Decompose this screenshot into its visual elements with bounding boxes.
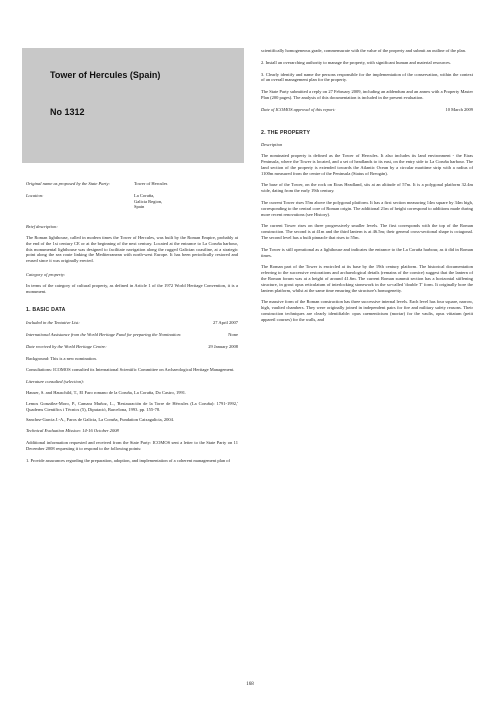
property-title: Tower of Hercules (Spain) xyxy=(50,70,161,80)
description-heading: Description xyxy=(261,142,283,148)
category-heading: Category of property: xyxy=(26,271,66,277)
assistance-value: None xyxy=(228,331,238,337)
description-para: The massive form of the Roman construction has three successive internal levels. Each level has four square, narrow, high, vaulted chambers. They were originally joined in independent pairs for fire and military safety reasons. Their construction techniques are clearly identifiable: opus caementicium (mortar) for the vaults, opus vittatum (petit appareil courses) for the walls, and xyxy=(261,299,473,322)
literature-item: Lemos González-Moro, P., Camara Muñoz, L., 'Restauración de la Torre de Hércules (La Coruña): 1791-1992,' Quaderns Científics i Tècnics (5), Diputació, Barcelona, 1993. pp. 155-78. xyxy=(26,400,238,412)
property-heading: 2. THE PROPERTY xyxy=(261,129,311,136)
location-line: La Coruña, xyxy=(134,192,155,198)
description-para: The current Tower rises 55m above the polygonal platform. It has a first section measuring 14m square by 34m high, corresponding to the central core of Roman origin. The additional 21m of height correspond to additions made during more recent renovations (see History). xyxy=(261,199,473,217)
name-label: Original name as proposed by the State Party: xyxy=(26,181,110,186)
description-para: The current Tower rises on three progressively smaller levels. The first corresponds with the top of the Roman construction. The second is at 41m and the third lantern is at 46.5m; their general cross-sectional shape is octagonal. The second level has a built pinnacle that rises to 55m. xyxy=(261,223,473,240)
mission-text: Technical Evaluation Mission: 14-16 October 2008 xyxy=(26,428,119,434)
brief-heading: Brief description: xyxy=(26,224,58,230)
received-label: Date received by the World Heritage Centre: xyxy=(26,343,107,349)
property-number: No 1312 xyxy=(50,107,85,117)
tentative-value: 27 April 2007 xyxy=(212,320,238,326)
consultations-text: Consultations: ICOMOS consulted its International Scientific Committee on Archaeological Heritage Management. xyxy=(26,367,235,373)
description-para: The Roman part of the Tower is encircled at its base by the 19th century platform. The historical documentation referring to the successive restorations and archaeological details (remains of the cornice) suggest that the lantern of the Roman forum was at a height of around 41.6m. The current Roman summit section has a horizontal stiffening structure, in grout opus reticulatum of interlocking stonework in the so-called 'double T' form. It originally bore the lantern platform, whilst at the same time ensuring the structure's homogeneity. xyxy=(261,264,473,293)
location-label: Location: xyxy=(26,192,44,198)
left-column xyxy=(26,0,238,469)
received-value: 29 January 2008 xyxy=(208,343,238,349)
description-para: The nominated property is defined as the Tower of Hercules. It also includes its land environment - the Eiras Peninsula, where the Tower is located, and a set of headlands to its east, on the entry side to La Coruña harbour. The land section of the property is extended towards the Atlantic Ocean by a circular maritime strip with a radius of 1100m measured from the centre of the Peninsula (Status of Breogán). xyxy=(261,153,473,176)
location-line: Galicia Region, xyxy=(134,198,163,204)
literature-heading: Literature consulted (selection): xyxy=(26,379,85,385)
point-1: 1. Provide assurances regarding the preparation, adoption, and implementation of a coherent management plan of xyxy=(26,457,231,463)
literature-item: Sanchez-Garcia J.-A., Faros de Galicia, La Coruña, Fundation Caixagalicia, 2004. xyxy=(26,417,174,423)
reply-text: The State Party submitted a reply on 27 February 2009, including an addendum and an annex with a Property Master Plan (200 pages). The analysis of this documentation is included in the present evaluation. xyxy=(261,89,473,100)
point-2: 2. Install an overarching authority to manage the property, with significant human and material resources. xyxy=(261,59,452,65)
point-3: 3. Clearly identify and name the persons responsible for the implementation of the conservation, within the context of an overall management plan for the property. xyxy=(261,71,473,83)
name-value: Tower of Hercules xyxy=(134,181,168,186)
description-para: The base of the Tower, on the rock on Eiras Headland, sits at an altitude of 57m. It is a polygonal platform 32.4m wide, dating from the early 19th century. xyxy=(261,182,473,194)
assistance-label: International Assistance from the World Heritage Fund for preparing the Nomination: xyxy=(26,331,182,337)
right-column xyxy=(261,48,473,329)
continuation-text: scientifically homogeneous grade, commensurate with the value of the property and submit an outline of the plan. xyxy=(261,48,466,53)
approval-value: 10 March 2009 xyxy=(445,106,473,112)
meta-block xyxy=(26,181,238,210)
brief-text: The Roman lighthouse, called in modern times the Tower of Hercules, was built by the Roman Empire, probably at the end of the 1st century CE or at the beginning of the next century. Located at the entrance to La Coruña harbour, this monumental lighthouse was designed to facilitate navigation along the rugged Galician coastline, at a strategic point along the sea route linking the Mediterranean with north-west Europe. It has been periodically restored and reused since it was originally erected. xyxy=(26,234,238,264)
title-box xyxy=(22,48,244,163)
literature-item: Hauser, S. and Hauschild, T., El Faro romano de la Coruña, La Coruña, Do Castro, 1991. xyxy=(26,389,187,395)
additional-text: Additional information requested and received from the State Party: ICOMOS sent a letter to the State Party on 11 December 2008 requesting it to respond to the following points: xyxy=(26,439,238,451)
description-para: The Tower is still operational as a lighthouse and indicates the entrance to the La Coruña harbour, as it did in Roman times. xyxy=(261,246,473,258)
basic-heading: 1. BASIC DATA xyxy=(26,307,66,314)
tentative-label: Included in the Tentative List: xyxy=(26,320,80,326)
background-text: Background: This is a new nomination. xyxy=(26,355,97,361)
category-text: In terms of the category of cultural property, as defined in Article 1 of the 1972 World Heritage Convention, it is a monument. xyxy=(26,282,238,294)
location-line: Spain xyxy=(134,204,145,210)
page-number: 168 xyxy=(246,682,254,687)
approval-label: Date of ICOMOS approval of this report: xyxy=(261,106,336,112)
